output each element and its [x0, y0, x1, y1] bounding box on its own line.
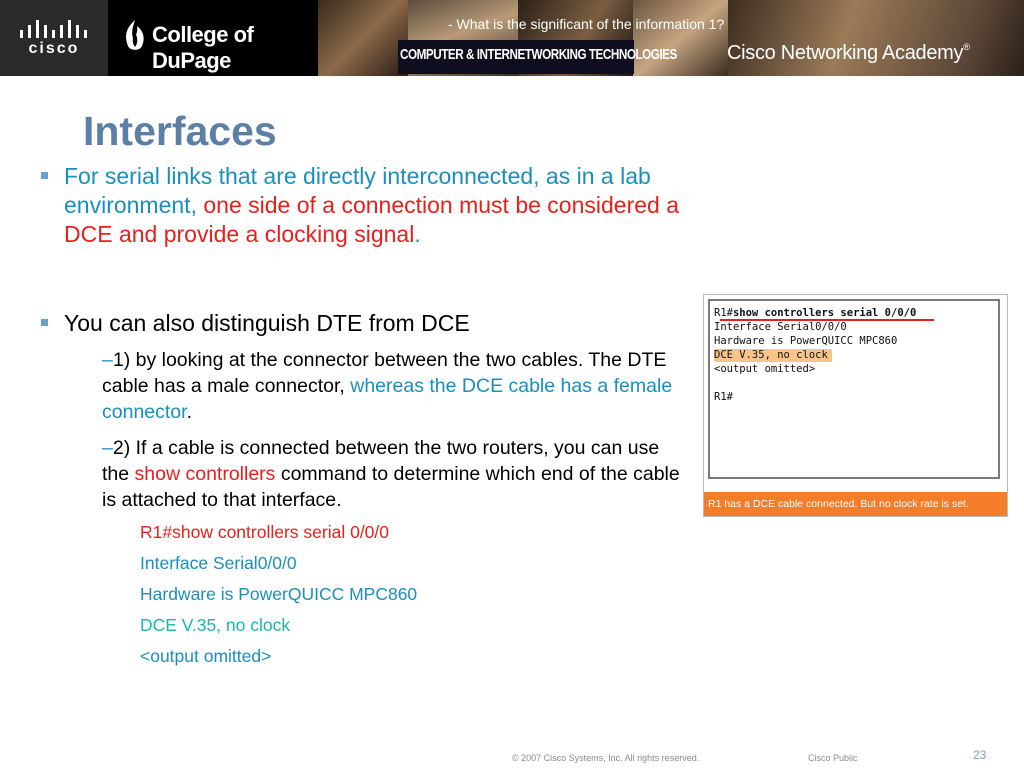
- page-number: 23: [973, 748, 987, 762]
- footer-classification: Cisco Public: [808, 753, 858, 763]
- sub2-text-a: 2) If a cable is connected between the two routers, you can use the: [102, 437, 660, 485]
- academy-title: [727, 42, 970, 65]
- bullet-serial-links: [64, 162, 684, 249]
- terminal-line-omitted: <output omitted>: [714, 363, 816, 375]
- header-banner: [0, 0, 1024, 76]
- code-line-omitted: <output omitted>: [140, 646, 272, 666]
- terminal-window: [708, 299, 1000, 479]
- terminal-prompt: R1#: [714, 307, 733, 319]
- terminal-line-hardware: Hardware is PowerQUICC MPC860: [714, 335, 898, 347]
- cisco-bars-icon: [18, 20, 90, 40]
- footer-copyright: © 2007 Cisco Systems, Inc. All rights reserved.: [512, 753, 700, 763]
- bullet1-text-c: .: [414, 221, 421, 247]
- program-title: COMPUTER & INTERNETWORKING TECHNOLOGIES: [400, 46, 677, 63]
- sub-bullet-show-controllers: [102, 435, 682, 513]
- code-line-dce: DCE V.35, no clock: [140, 615, 291, 635]
- terminal-command: show controllers serial 0/0/0: [732, 307, 917, 319]
- sub1-text-b: whereas the DCE cable has a female connector: [102, 375, 673, 423]
- college-logo: [108, 0, 318, 76]
- terminal-line-interface: Interface Serial0/0/0: [714, 321, 847, 333]
- bullet-marker-2: [41, 319, 48, 326]
- terminal-line-prompt: R1#: [714, 391, 733, 403]
- terminal-line-dce-highlight: DCE V.35, no clock: [714, 349, 832, 362]
- academy-title-text: Cisco Networking Academy: [727, 42, 964, 64]
- bullet-dte-dce: You can also distinguish DTE from DCE: [64, 310, 470, 336]
- code-line-hardware: Hardware is PowerQUICC MPC860: [140, 584, 418, 604]
- figure-caption: R1 has a DCE cable connected. But no clock rate is set.: [704, 492, 1007, 516]
- code-line-command: R1#show controllers serial 0/0/0: [140, 522, 390, 542]
- sub2-dash: –: [102, 437, 113, 459]
- sub1-dash: –: [102, 349, 113, 371]
- code-line-interface: Interface Serial0/0/0: [140, 553, 297, 573]
- header-photo-4: [633, 0, 728, 76]
- terminal-figure: [703, 294, 1008, 517]
- bullet1-text-a: For serial links that are directly interconnected, as in a lab environment,: [64, 163, 651, 218]
- bullet1-text-b: one side of a connection must be considered a DCE and provide a clocking signal: [64, 192, 680, 247]
- sub1-text-c: .: [186, 401, 192, 423]
- bullet-marker-1: [41, 172, 48, 179]
- sub2-text-b: show controllers: [134, 463, 276, 485]
- sub-bullet-connector: [102, 347, 682, 425]
- sub1-text-a: 1) by looking at the connector between the two cables. The DTE cable has a male connector,: [102, 349, 667, 397]
- cisco-logo: [0, 0, 108, 76]
- college-logo-text: College of DuPage: [152, 22, 254, 73]
- header-photo-1: [318, 0, 408, 76]
- sub2-text-c: command to determine which end of the cable is attached to that interface.: [102, 463, 680, 511]
- college-flame-icon: [120, 18, 150, 54]
- page-title: Interfaces: [83, 108, 277, 154]
- overlay-question: - What is the significant of the information 1?: [448, 16, 725, 32]
- registered-mark: ®: [963, 42, 970, 52]
- cisco-logo-text: cisco: [28, 40, 80, 57]
